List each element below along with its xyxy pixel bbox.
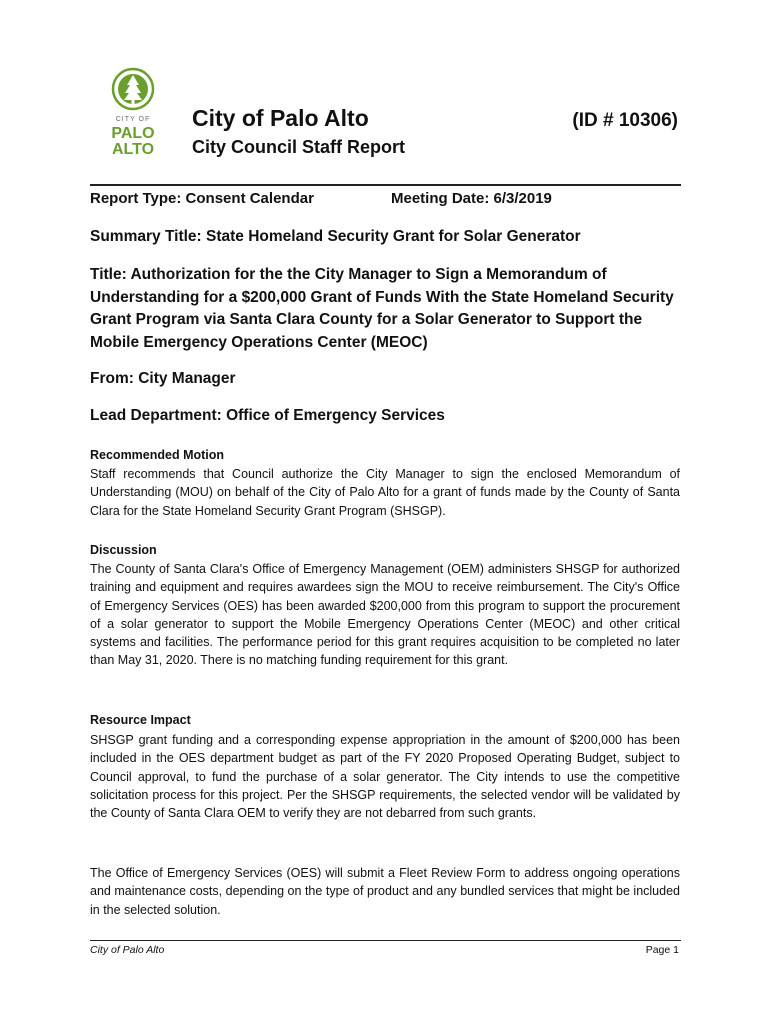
city-logo bbox=[106, 66, 160, 158]
logo-city-of: CITY OF bbox=[115, 116, 151, 123]
from-line: From: City Manager bbox=[90, 370, 236, 387]
resource-impact-heading: Resource Impact bbox=[90, 713, 191, 727]
recommended-motion-heading: Recommended Motion bbox=[90, 448, 225, 462]
page-title: City of Palo Alto bbox=[192, 105, 369, 131]
summary-title: Summary Title: State Homeland Security Grant for Solar Generator bbox=[90, 228, 581, 245]
discussion-text: The County of Santa Clara's Office of Emergency Management (OEM) administers SHSGP for authorized training and equipment and requires awardees sign the MOU to receive reimbursement. The City's Office of Emergency Services (OES) has been awarded $200,000 from this program to support the procurement of a solar generator to support the Mobile Emergency Operations Center (MEOC) and other critical systems and facilities. The performance period for this grant requires acquisition to be completed no later than May 31, 2020. There is no matching funding requirement for this grant. bbox=[90, 562, 680, 668]
page-number: Page 1 bbox=[645, 944, 679, 956]
meeting-date: Meeting Date: 6/3/2019 bbox=[391, 190, 552, 207]
report-title: Title: Authorization for the the City Manager to Sign a Memorandum of Understanding for a $200,000 Grant of Funds With the State Homeland Security Grant Program via Santa Clara County for a Solar Generator to Support the Mobile Emergency Operations Center (MEOC) bbox=[90, 266, 674, 351]
page-subtitle: City Council Staff Report bbox=[192, 137, 406, 157]
discussion-heading: Discussion bbox=[90, 543, 157, 557]
footer-city: City of Palo Alto bbox=[90, 944, 165, 956]
tree-emblem-icon bbox=[106, 66, 160, 114]
report-id: (ID # 10306) bbox=[572, 110, 678, 131]
header-divider bbox=[90, 184, 681, 186]
resource-impact-text: SHSGP grant funding and a corresponding expense appropriation in the amount of $200,000 has been included in the OES department budget as part of the FY 2020 Proposed Operating Budget, subject to Council approval, to fund the purchase of a solar generator. The City intends to use the competitive solicitation process for this project. Per the SHSGP requirements, the selected vendor will be validated by the County of Santa Clara OEM to verify they are not debarred from such grants. bbox=[90, 733, 680, 821]
logo-palo: PALO bbox=[111, 125, 155, 142]
resource-impact-text-2: The Office of Emergency Services (OES) will submit a Fleet Review Form to address ongoing operations and maintenance costs, depending on the type of product and any bundled services that might be included in the selected solution. bbox=[90, 866, 680, 917]
logo-alto: ALTO bbox=[111, 141, 155, 158]
recommended-motion-text: Staff recommends that Council authorize the City Manager to sign the enclosed Memorandum of Understanding (MOU) on behalf of the City of Palo Alto for a grant of funds made by the County of Santa Clara for the State Homeland Security Grant Program (SHSGP). bbox=[90, 467, 680, 518]
footer-divider bbox=[90, 940, 681, 941]
report-type: Report Type: Consent Calendar bbox=[90, 190, 314, 207]
lead-department: Lead Department: Office of Emergency Services bbox=[90, 407, 445, 424]
